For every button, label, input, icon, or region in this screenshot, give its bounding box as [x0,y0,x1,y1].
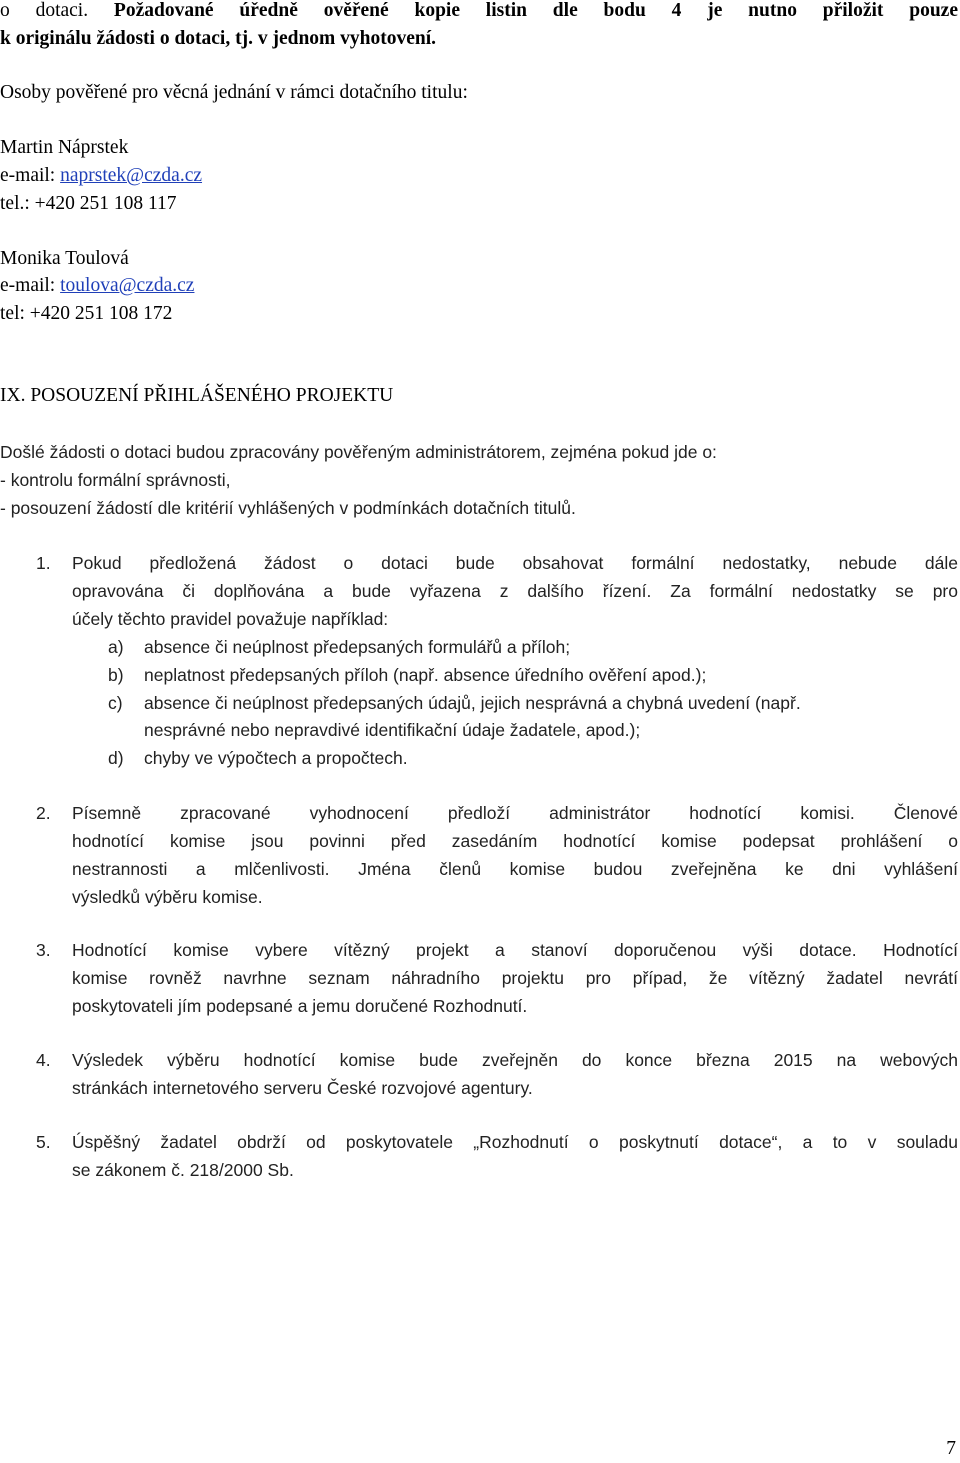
item-1-sub-b [108,661,706,689]
item-5-line-1: Úspěšný žadatel obdrží od poskytovatele „Rozhodnutí o poskytnutí dotace“, a to v souladu [72,1132,958,1152]
item-3-line-3: poskytovateli jím podepsané a jemu doručené Rozhodnutí. [72,996,528,1016]
item-3-text [72,936,958,1020]
section-intro: Došlé žádosti o dotaci budou zpracovány pověřeným administrátorem, zejména pokud jde o: [0,442,717,462]
contact-2-phone: tel: +420 251 108 172 [0,303,173,324]
contact-2-name: Monika Toulová [0,248,129,269]
sub-b-label: b) [108,665,124,685]
page-number: 7 [946,1438,956,1459]
sub-a-text: absence či neúplnost předepsaných formulářů a příloh; [144,637,571,657]
intro-line-1 [0,0,958,25]
contact-1-name: Martin Náprstek [0,137,129,158]
section-bullet-2: - posouzení žádostí dle kritérií vyhlášených v podmínkách dotačních titulů. [0,498,576,518]
item-1-number: 1. [36,553,51,573]
item-1-text [72,549,958,633]
section-bullet-1: - kontrolu formální správnosti, [0,470,231,490]
contact-1-email-label: e-mail: [0,165,61,186]
item-1-sub-d [108,744,408,772]
item-1-sub-c-cont [108,716,640,744]
intro-line-2: k originálu žádosti o dotaci, tj. v jednom vyhotovení. [0,28,437,49]
item-4-number: 4. [36,1050,51,1070]
item-2-text [72,799,958,911]
intro-line-1-bold: Požadované úředně ověřené kopie listin dle bodu 4 je nutno přiložit pouze [113,0,958,21]
item-2-line-3: nestrannosti a mlčenlivosti. Jména členů komise budou zveřejněna ke dni vyhlášení [72,859,958,879]
item-4-text [72,1046,958,1102]
contact-1-email-row [0,162,202,190]
contact-2-email-row [0,272,194,300]
item-1-line-2: opravována či doplňována a bude vyřazena z dalšího řízení. Za formální nedostatky se pro [72,581,958,601]
item-3-line-1: Hodnotící komise vybere vítězný projekt a stanoví doporučenou výši dotace. Hodnotící [72,940,958,960]
item-5-line-2: se zákonem č. 218/2000 Sb. [72,1160,294,1180]
item-2-line-4: výsledků výběru komise. [72,887,263,907]
intro-paragraph [0,0,958,53]
sub-d-label: d) [108,748,124,768]
item-5-text [72,1128,958,1184]
intro-line-1-plain: o dotaci. [0,0,114,21]
item-2-number: 2. [36,803,51,823]
item-2-line-1: Písemně zpracované vyhodnocení předloží administrátor hodnotící komisi. Členové [72,803,958,823]
sub-c-cont-text: nesprávné nebo nepravdivé identifikační údaje žadatele, apod.); [144,720,641,740]
item-2-line-2: hodnotící komise jsou povinni před zasedáním hodnotící komise podepsat prohlášení o [72,831,958,851]
item-1-line-3: účely těchto pravidel považuje například: [72,609,389,629]
contact-2-email-label: e-mail: [0,275,61,296]
item-1-sub-c [108,689,801,717]
item-5-number: 5. [36,1132,51,1152]
sub-d-text: chyby ve výpočtech a propočtech. [144,748,408,768]
item-3-number: 3. [36,940,51,960]
sub-b-text: neplatnost předepsaných příloh (např. absence úředního ověření apod.); [144,665,707,685]
contact-1-phone: tel.: +420 251 108 117 [0,193,177,214]
item-4-line-2: stránkách internetového serveru České rozvojové agentury. [72,1078,533,1098]
contact-2-email-link[interactable]: toulova@czda.cz [60,275,195,296]
sub-c-text: absence či neúplnost předepsaných údajů, jejich nesprávná a chybná uvedení (např. [144,693,801,713]
sub-a-label: a) [108,637,124,657]
section-title: IX. POSOUZENÍ PŘIHLÁŠENÉHO PROJEKTU [0,385,394,406]
item-1-sub-a [108,633,570,661]
item-3-line-2: komise rovněž navrhne seznam náhradního projektu pro případ, že vítězný žadatel nevrátí [72,968,958,988]
contacts-heading: Osoby pověřené pro věcná jednání v rámci dotačního titulu: [0,82,468,103]
contact-1-email-link[interactable]: naprstek@czda.cz [60,165,203,186]
item-4-line-1: Výsledek výběru hodnotící komise bude zveřejněn do konce března 2015 na webových [72,1050,958,1070]
item-1-line-1: Pokud předložená žádost o dotaci bude obsahovat formální nedostatky, nebude dále [72,553,958,573]
sub-c-label: c) [108,693,123,713]
